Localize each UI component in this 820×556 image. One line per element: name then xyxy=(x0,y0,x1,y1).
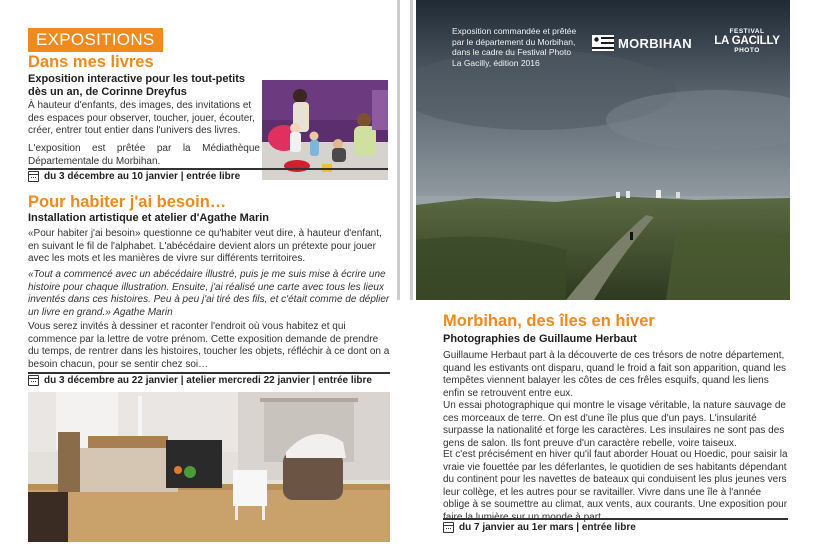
expo1-photo xyxy=(262,80,388,180)
expo1-subtitle: Exposition interactive pour les tout-petits dès un an, de Corinne Dreyfus xyxy=(28,73,245,98)
expo3-paragraph-3: Et c'est précisément en hiver qu'il faut aborder Houat ou Hoedic, pour saisir la vraie vie fouettée par les déferlantes, le quotidien de ses habitants dépendant du continent pour les navettes de bateaux qui conduisent les plus jeunes vers leur collège, et les autres pour se ravitailler. Vivre dans une île à l'année oblige à se soumettre au climat, aux vents, aux courants. Une exposition pour xyxy=(443,449,788,511)
expo2-quote: «Tout a commencé avec un abécédaire illustré, puis je me suis mise à écrire une histoire pour chaque illustration. Ensuite, j'ai réalisé une carte avec tous les lieux inventés dans ces histoires. Peu à peu j'ai tiré des fils, et c'était comme de déplier un livre en grand.» Agathe Marin xyxy=(28,269,390,318)
expo1-date-row xyxy=(28,171,240,182)
calendar-icon xyxy=(28,171,39,182)
section-label: EXPOSITIONS xyxy=(28,28,163,52)
expo2-title: Pour habiter j'ai besoin… xyxy=(28,193,227,211)
expo2-divider xyxy=(28,372,390,374)
expo1-title: Dans mes livres xyxy=(28,53,154,71)
expo1-paragraph-2: L'exposition est prêtée par la Médiathèque Départementale du Morbihan. xyxy=(28,143,260,167)
morbihan-flag-icon xyxy=(592,35,614,51)
expo3-title: Morbihan, des îles en hiver xyxy=(443,312,655,330)
expo3-paragraph-2: Un essai photographique qui montre le visage véritable, la nature sauvage de ces morceaux de terre. On est d'une île plus que d'un pays. L'insularité surpasse la nationalité et forge les caractères. Les insulaires ne sont pas des gens de salon. Ils font preuve d'un caractère rebelle, voire taiseux. xyxy=(443,400,786,449)
expo1-divider xyxy=(28,168,388,170)
gutter-bar xyxy=(397,0,400,300)
festival-logo-top: FESTIVAL xyxy=(729,28,765,35)
expo3-divider xyxy=(443,518,788,520)
expo3-credit: Exposition commandée et prêtée par le département du Morbihan, dans le cadre du Festival Photo La Gacilly, édition 2016 xyxy=(452,26,577,68)
calendar-icon xyxy=(443,522,454,533)
expo2-photo xyxy=(28,392,390,542)
expo3-subtitle: Photographies de Guillaume Herbaut xyxy=(443,333,637,345)
expo1-paragraph-1: À hauteur d'enfants, des images, des invitations et des espaces pour observer, toucher, jouer, écouter, créer, entrer tout entier dans l'univers des livres. xyxy=(28,100,255,137)
expo3-dates: du 7 janvier au 1er mars | entrée libre xyxy=(459,522,636,533)
morbihan-logo xyxy=(592,35,692,51)
expo2-paragraph-1: «Pour habiter j'ai besoin» questionne ce qu'habiter veut dire, à hauteur d'enfant, en suivant le fil de l'alphabet. L'abécédaire devient alors un prétexte pour jouer avec les mots et les manières de vivre sur différents territoires. xyxy=(28,228,382,265)
expo3-date-row xyxy=(443,522,636,533)
festival-logo xyxy=(712,28,782,54)
expo3-paragraph-1: Guillaume Herbaut part à la découverte de ces trésors de notre département, quand les estivants ont disparu, quand le froid a fait son apparition, quand les tempêtes viennent balayer les côtes de ces frêles esquifs, quand les liens enfin se retrouvent entre eux. xyxy=(443,350,787,399)
expo1-dates: du 3 décembre au 10 janvier | entrée libre xyxy=(44,171,241,182)
expo2-paragraph-2: Vous serez invités à dessiner et raconter l'endroit où vous habitez et qui commence par la lettre de votre prénom. Cette exposition demande de prendre du temps, de rentrer dans les histoires, toucher les objets, réfléchir à ce dont on a besoin chacun, pour se sentir chez soi… xyxy=(28,321,390,370)
festival-logo-bottom: PHOTO xyxy=(734,47,760,54)
festival-logo-main: LA GACILLY xyxy=(714,35,780,47)
morbihan-logo-text: MORBIHAN xyxy=(618,35,692,51)
expo2-dates: du 3 décembre au 22 janvier | atelier mercredi 22 janvier | entrée libre xyxy=(44,375,372,386)
expo2-subtitle: Installation artistique et atelier d'Agathe Marin xyxy=(28,212,269,224)
gutter-bar xyxy=(410,0,413,300)
calendar-icon xyxy=(28,375,39,386)
expo2-date-row xyxy=(28,375,372,386)
